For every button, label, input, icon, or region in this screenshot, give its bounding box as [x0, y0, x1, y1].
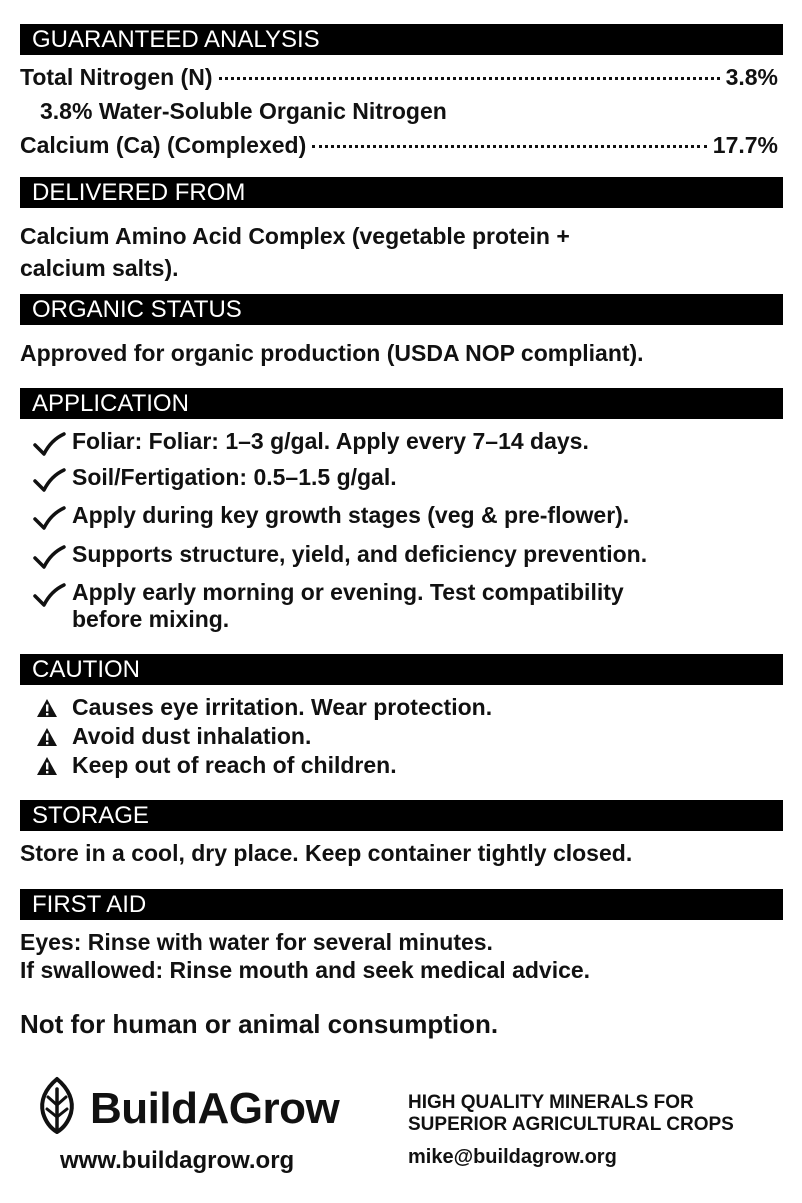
first-aid-line2: If swallowed: Rinse mouth and seek medical advice. — [20, 957, 591, 983]
nitrogen-sub: 3.8% Water-Soluble Organic Nitrogen — [40, 98, 447, 124]
organic-status-text: Approved for organic production (USDA NOP compliant). — [20, 340, 644, 366]
section-header-caution: CAUTION — [20, 654, 783, 685]
caution-item: Causes eye irritation. Wear protection. — [72, 694, 493, 720]
calcium-value: 17.7% — [712, 132, 778, 158]
section-header-organic-status: ORGANIC STATUS — [20, 294, 783, 325]
delivered-from-line2: calcium salts). — [20, 255, 179, 281]
email[interactable]: mike@buildagrow.org — [408, 1146, 617, 1168]
check-icon — [32, 466, 66, 494]
application-item: Soil/Fertigation: 0.5–1.5 g/gal. — [72, 464, 397, 490]
section-header-storage: STORAGE — [20, 800, 783, 831]
consumption-notice: Not for human or animal consumption. — [20, 1009, 499, 1039]
section-header-guaranteed-analysis: GUARANTEED ANALYSIS — [20, 24, 783, 55]
first-aid-line1: Eyes: Rinse with water for several minutes. — [20, 929, 493, 955]
calcium-label: Calcium (Ca) (Complexed) — [20, 132, 307, 158]
application-item: Apply during key growth stages (veg & pre-flower). — [72, 502, 630, 528]
delivered-from-line1: Calcium Amino Acid Complex (vegetable protein + — [20, 223, 570, 249]
check-icon — [32, 504, 66, 532]
warning-icon — [36, 698, 58, 718]
check-icon — [32, 430, 66, 458]
application-item-continued: before mixing. — [72, 606, 230, 632]
tagline-line1: HIGH QUALITY MINERALS FOR — [408, 1092, 694, 1113]
section-header-application: APPLICATION — [20, 388, 783, 419]
check-icon — [32, 543, 66, 571]
brand-name: BuildAGrow — [90, 1084, 340, 1133]
check-icon — [32, 581, 66, 609]
warning-icon — [36, 756, 58, 776]
nitrogen-value: 3.8% — [725, 64, 778, 90]
application-item: Supports structure, yield, and deficiency prevention. — [72, 541, 648, 567]
dot-leader — [312, 145, 707, 148]
nitrogen-label: Total Nitrogen (N) — [20, 64, 213, 90]
nitrogen-row — [20, 64, 778, 91]
leaf-logo-icon — [34, 1075, 80, 1135]
section-header-delivered-from: DELIVERED FROM — [20, 177, 783, 208]
calcium-row — [20, 132, 778, 159]
section-header-first-aid: FIRST AID — [20, 889, 783, 920]
tagline-line2: SUPERIOR AGRICULTURAL CROPS — [408, 1114, 734, 1135]
application-item: Apply early morning or evening. Test compatibility — [72, 579, 624, 605]
caution-item: Keep out of reach of children. — [72, 752, 397, 778]
application-item: Foliar: Foliar: 1–3 g/gal. Apply every 7–14 days. — [72, 428, 589, 454]
dot-leader — [219, 77, 720, 80]
caution-item: Avoid dust inhalation. — [72, 723, 312, 749]
storage-text: Store in a cool, dry place. Keep container tightly closed. — [20, 840, 633, 866]
warning-icon — [36, 727, 58, 747]
website[interactable]: www.buildagrow.org — [60, 1147, 295, 1174]
